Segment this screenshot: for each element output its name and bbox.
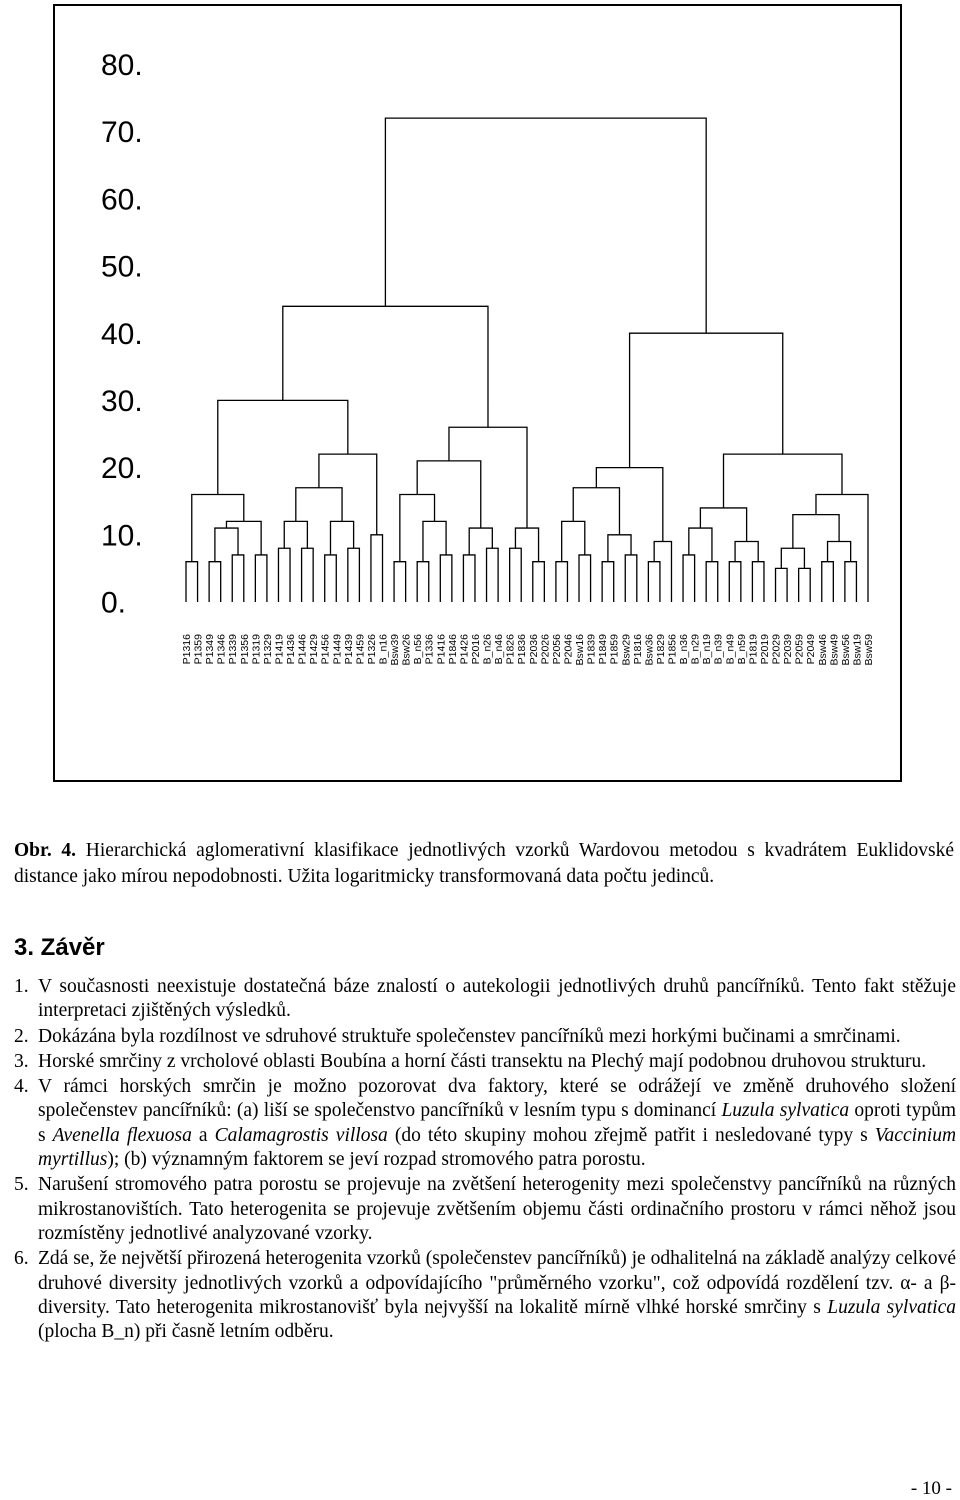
y-tick-label: 0.: [101, 586, 127, 620]
section-title: 3. Závěr: [14, 934, 105, 961]
leaf-label: B_n36: [678, 634, 691, 665]
leaf-label: P1319: [250, 634, 263, 665]
leaf-label: P1316: [181, 634, 193, 665]
y-tick-label: 40.: [101, 317, 143, 351]
leaf-label: Bsw39: [389, 634, 402, 666]
leaf-label: P1416: [435, 634, 448, 665]
item-text: Horské smrčiny z vrcholové oblasti Boubína a horní části transektu na Plechý mají podobnou druhovou strukturu.: [38, 1050, 927, 1072]
item-text: V současnosti neexistuje dostatečná báze znalostí o autekologii jednotlivých druhů pancířníků. Tento fakt stěžuje interpretaci zjištěných výsledků.: [38, 976, 956, 1022]
leaf-label: P1429: [308, 634, 321, 665]
list-item: [14, 1173, 956, 1246]
list-item: [14, 1247, 956, 1344]
list-item: [14, 1050, 956, 1074]
figure-frame: [53, 4, 902, 782]
leaf-label: Bsw26: [400, 634, 413, 666]
leaf-label: B_n56: [412, 634, 425, 665]
y-tick-label: 50.: [101, 250, 143, 284]
leaf-label: P1849: [597, 634, 610, 665]
leaf-label: P2029: [770, 634, 783, 665]
dendrogram: [55, 6, 900, 780]
y-tick-label: 60.: [101, 183, 143, 217]
item-text: V rámci horských smrčin je možno pozorovat dva faktory, které se odrážejí ve změně druhového složení společenstev pancířníků: (a) liší se společenstvo pancířníků v lesním typu s dominancí: [38, 1076, 956, 1122]
caption-text: Hierarchická aglomerativní klasifikace jednotlivých vzorků Wardovou metodou s kvadrátem Euklidovské distance jako mírou nepodobnosti. Užita logaritmicky transformovaná data počtu jedinců.: [14, 840, 954, 887]
leaf-label: B_n49: [724, 634, 737, 665]
leaf-label: P1436: [285, 634, 298, 665]
y-tick-label: 70.: [101, 116, 143, 150]
item-number: 2.: [14, 1025, 29, 1047]
item-text: oproti typům s: [38, 1100, 956, 1146]
species-name: Luzula sylvatica: [827, 1296, 956, 1318]
leaf-label: P2049: [805, 634, 818, 665]
item-number: 3.: [14, 1050, 29, 1072]
leaf-label: Bsw16: [574, 634, 587, 666]
leaf-label: P1449: [331, 634, 344, 665]
leaf-label: Bsw59: [863, 634, 875, 666]
leaf-label: B_n26: [481, 634, 494, 665]
leaf-label: P2036: [527, 634, 540, 665]
leaf-label: P1456: [319, 634, 332, 665]
leaf-label: B_n46: [493, 634, 506, 665]
species-name: Calamagrostis villosa: [214, 1124, 388, 1146]
leaf-label: P1326: [365, 634, 378, 665]
leaf-label: P2016: [469, 634, 482, 665]
leaf-label: P1839: [585, 634, 598, 665]
leaf-label: P1836: [516, 634, 529, 665]
leaf-label: P1426: [458, 634, 471, 665]
leaf-label: P2019: [758, 634, 771, 665]
leaf-label: P1346: [215, 634, 228, 665]
y-tick-label: 30.: [101, 385, 143, 418]
item-text: (plocha B_n) při časně letním odběru.: [38, 1321, 334, 1343]
leaf-label: P1459: [354, 634, 367, 665]
item-number: 5.: [14, 1174, 29, 1196]
y-tick-label: 10.: [101, 519, 143, 553]
leaf-label: P2056: [550, 634, 563, 665]
caption-label: Obr. 4.: [14, 840, 77, 861]
item-text: ); (b) významným faktorem se jeví rozpad stromového patra porostu.: [107, 1149, 646, 1171]
leaf-label: P1419: [273, 634, 286, 665]
leaf-label: P1846: [446, 634, 459, 665]
leaf-label: Bsw29: [620, 634, 633, 666]
page-number: - 10 -: [910, 1478, 952, 1499]
y-tick-label: 20.: [101, 452, 143, 486]
leaf-label: P1446: [296, 634, 309, 665]
item-text: Zdá se, že největší přirozená heterogenita vzorků (společenstev pancířníků) je odhalitelná na základě analýzy celkové druhové diversity jednotlivých vzorků a odpovídajícího "průměrného vzorku", což odpovídá rozdělení tzv. α- a β-diversity. Tato heterogenita mikrostanovišť byla nejvyšší na lokalitě mírně vlhké horské smrčiny s: [38, 1248, 956, 1318]
leaf-label: Bsw49: [828, 634, 841, 666]
species-name: Vaccinium myrtillus: [38, 1124, 957, 1171]
item-text: a: [191, 1124, 215, 1146]
item-number: 4.: [14, 1076, 29, 1098]
species-name: Avenella flexuosa: [52, 1124, 192, 1146]
leaf-label: Bsw46: [816, 634, 829, 666]
leaf-label: P1816: [631, 634, 644, 665]
leaf-label: P1439: [342, 634, 355, 665]
leaf-label: P1826: [504, 634, 517, 665]
item-number: 1.: [14, 976, 29, 997]
leaf-label: P1856: [666, 634, 679, 665]
item-number: 6.: [14, 1248, 29, 1270]
leaf-label: P1329: [261, 634, 274, 665]
leaf-label: P1356: [238, 634, 251, 665]
dendrogram-branches: [186, 118, 868, 602]
item-text: Dokázána byla rozdílnost ve sdruhové struktuře společenstev pancířníků mezi horkými bučinami a smrčinami.: [38, 1025, 901, 1047]
leaf-label: P1359: [192, 634, 205, 665]
item-text: Narušení stromového patra porostu se projevuje na zvětšení heterogenity mezi společenstvy pancířníků na různých mikrostanovištích. Tato heterogenita se projevuje zvětšením objemu části ordinačního prostoru v rámci něhož jsou rozmístěny jednotlivé analyzované vzorky.: [38, 1174, 956, 1244]
leaf-label: P2039: [782, 634, 795, 665]
figure-caption: [14, 838, 954, 890]
leaf-label: P2026: [539, 634, 552, 665]
leaf-label: B_n29: [689, 634, 702, 665]
leaf-label: P1819: [747, 634, 760, 665]
list-item: [14, 975, 956, 1024]
leaf-label: P1829: [654, 634, 667, 665]
leaf-label: P1859: [608, 634, 621, 665]
leaf-label: P2059: [793, 634, 806, 665]
leaf-label: B_n19: [701, 634, 714, 665]
list-item: [14, 1075, 956, 1172]
list-item: [14, 1025, 956, 1049]
leaf-label: B_n39: [712, 634, 725, 665]
species-name: Luzula sylvatica: [721, 1100, 850, 1122]
leaf-label: Bsw36: [643, 634, 656, 666]
leaf-label: P1339: [227, 634, 240, 665]
leaf-label: P2046: [562, 634, 575, 665]
leaf-label: B_n59: [735, 634, 748, 665]
leaf-label: B_n16: [377, 634, 390, 665]
leaf-label: Bsw56: [839, 634, 852, 666]
item-text: (do této skupiny mohou zřejmě patřit i nesledované typy s: [387, 1124, 875, 1146]
leaf-label: Bsw19: [851, 634, 864, 666]
leaf-label: P1349: [204, 634, 217, 665]
leaf-label: P1336: [423, 634, 436, 665]
conclusions-list: [14, 975, 956, 1345]
y-tick-label: 80.: [101, 49, 143, 82]
